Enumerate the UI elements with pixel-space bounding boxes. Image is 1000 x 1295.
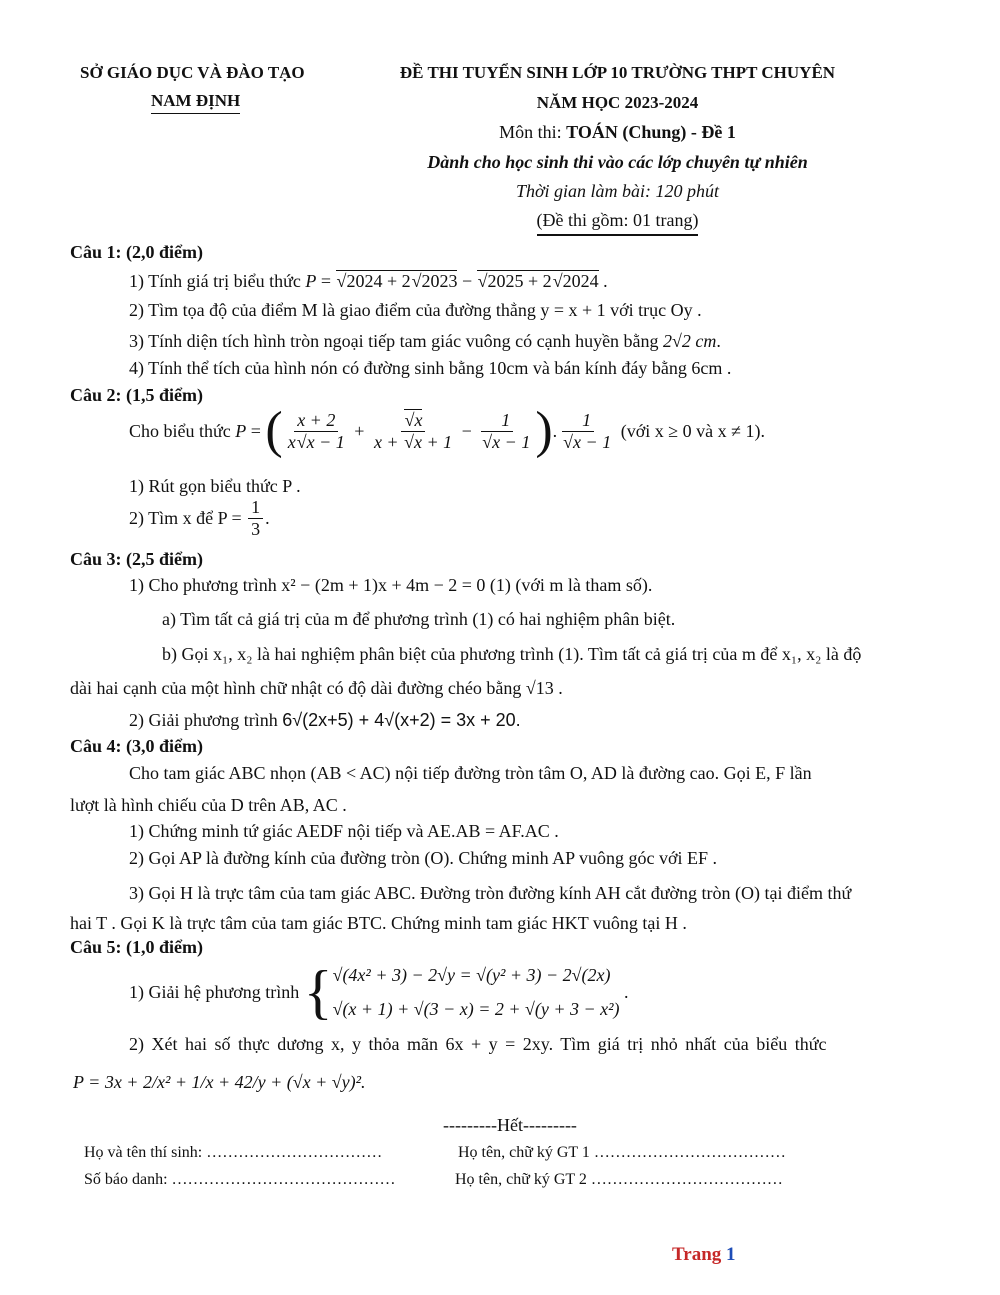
invigilator-1-line: Họ tên, chữ ký GT 1 ……………………………… [458,1144,786,1161]
question-2-expression: Cho biểu thức P = ( $\frac{x + 2}{x√ x - 1}$ + √ $\frac{x}{x + √ x + 1}$ − 1 √ x − 1 ) . 1 √ x − 1 (với x ≥ 0 và x ≠ 1). [129,405,765,457]
candidate-number-line: Số báo danh: …………………………………… [84,1171,396,1188]
candidate-name-line: Họ và tên thí sinh: …………………………… [84,1144,383,1161]
question-2-part-1: 1) Rút gọn biểu thức P . [129,476,301,496]
question-1-part-4: 4) Tính thể tích của hình nón có đường sinh bằng 10cm và bán kính đáy bằng 6cm . [129,358,732,378]
question-3-part-a: a) Tìm tất cả giá trị của m để phương trình (1) có hai nghiệm phân biệt. [162,609,676,629]
question-5-part-2-line1: 2) Xét hai số thực dương x, y thỏa mãn 6x + y = 2xy. Tìm giá trị nhỏ nhất của biểu thức [129,1034,827,1054]
subject-name: TOÁN (Chung) - Đề 1 [566,122,736,142]
system-equation-2: √(x + 1) + √(3 − x) = 2 + √(y + 3 − x²) [332,999,620,1020]
hypotenuse-value: 2√2 cm [663,331,717,351]
question-4-intro-line2: lượt là hình chiếu của D trên AB, AC . [70,795,347,815]
subject-prefix: Môn thi: [499,122,562,142]
q1-radical-b: √ 2025 + 2√ 2024 [477,270,599,291]
question-3-part-2: 2) Giải phương trình 6√(2x+5) + 4√(x+2) = 3x + 20. [129,710,521,730]
q1-p1-text: 1) Tính giá trị biểu thức [129,271,301,291]
question-3-part-b-line1: b) Gọi x₁, x₂ là hai nghiệm phân biệt của phương trình (1). Tìm tất cả giá trị của m để x₁, x₂ là độ [162,644,862,664]
department-name: SỞ GIÁO DỤC VÀ ĐÀO TẠO [80,63,305,82]
question-4-part-3-line1: 3) Gọi H là trực tâm của tam giác ABC. Đường tròn đường kính AH cắt đường tròn (O) tại điểm thứ [129,883,852,903]
exam-time: Thời gian làm bài: 120 phút [515,181,720,201]
page-number: Trang 1 [672,1244,736,1265]
exam-pages [365,210,870,231]
question-5-part-2-expression: P = 3x + 2/x² + 1/x + 42/y + (√x + √y)². [73,1072,366,1092]
question-4-heading: Câu 4: (3,0 điểm) [70,736,203,756]
exam-title: ĐỀ THI TUYỂN SINH LỚP 10 TRƯỜNG THPT CHUYÊN [399,63,836,82]
question-3-heading: Câu 3: (2,5 điểm) [70,549,203,569]
exam-audience: Dành cho học sinh thi vào các lớp chuyên tự nhiên [427,152,808,172]
question-2-heading: Câu 2: (1,5 điểm) [70,385,203,405]
question-2-part-2: 2) Tìm x để P = $\frac{1}{3}$ . [129,497,270,539]
question-5-heading: Câu 5: (1,0 điểm) [70,937,203,957]
system-equation-1: √(4x² + 3) − 2√y = √(y² + 3) − 2√(2x) [332,965,611,985]
province-name: NAM ĐỊNH [151,91,240,114]
q2-intro: Cho biểu thức [129,420,231,441]
end-marker: ---------Hết--------- [443,1115,577,1135]
question-4-part-3-line2: hai T . Gọi K là trực tâm của tam giác BTC. Chứng minh tam giác HKT vuông tại H . [70,913,687,933]
question-1-part-1: 1) Tính giá trị biểu thức P = √ 2024 + 2√ 2023 − √ 2025 + 2√ 2024 . [129,271,608,292]
pages-note: (Đề thi gồm: 01 trang) [537,210,699,236]
question-3-part-b-line2: dài hai cạnh của một hình chữ nhật có độ dài đường chéo bằng √13 . [70,678,563,698]
question-5-part-1: 1) Giải hệ phương trình { √(4x² + 3) − 2√y = √(y² + 3) − 2√(2x) √(x + 1) + √(3 − x) = 2 + √(y + 3 − x²) . [129,959,629,1026]
question-1-part-2: 2) Tìm tọa độ của điểm M là giao điểm của đường thẳng y = x + 1 với trục Oy . [129,300,702,320]
invigilator-2-line: Họ tên, chữ ký GT 2 ……………………………… [455,1171,783,1188]
question-4-part-2: 2) Gọi AP là đường kính của đường tròn (O). Chứng minh AP vuông góc với EF . [129,848,717,868]
q3-equation: 6√(2x+5) + 4√(x+2) = 3x + 20. [282,710,521,730]
q2-condition: (với x ≥ 0 và x ≠ 1). [620,420,765,441]
exam-year: NĂM HỌC 2023-2024 [536,93,699,112]
exam-subject [365,122,870,143]
question-1-part-3: 3) Tính diện tích hình tròn ngoại tiếp tam giác vuông có cạnh huyền bằng 2√2 cm. [129,331,721,351]
question-4-part-1: 1) Chứng minh tứ giác AEDF nội tiếp và AE.AB = AF.AC . [129,821,559,841]
q1-radical-a: √ 2024 + 2√ 2023 [336,270,458,291]
question-4-intro-line1: Cho tam giác ABC nhọn (AB < AC) nội tiếp đường tròn tâm O, AD là đường cao. Gọi E, F lần [129,763,812,783]
question-3-part-1: 1) Cho phương trình x² − (2m + 1)x + 4m − 2 = 0 (1) (với m là tham số). [129,575,653,595]
question-1-heading: Câu 1: (2,0 điểm) [70,242,203,262]
